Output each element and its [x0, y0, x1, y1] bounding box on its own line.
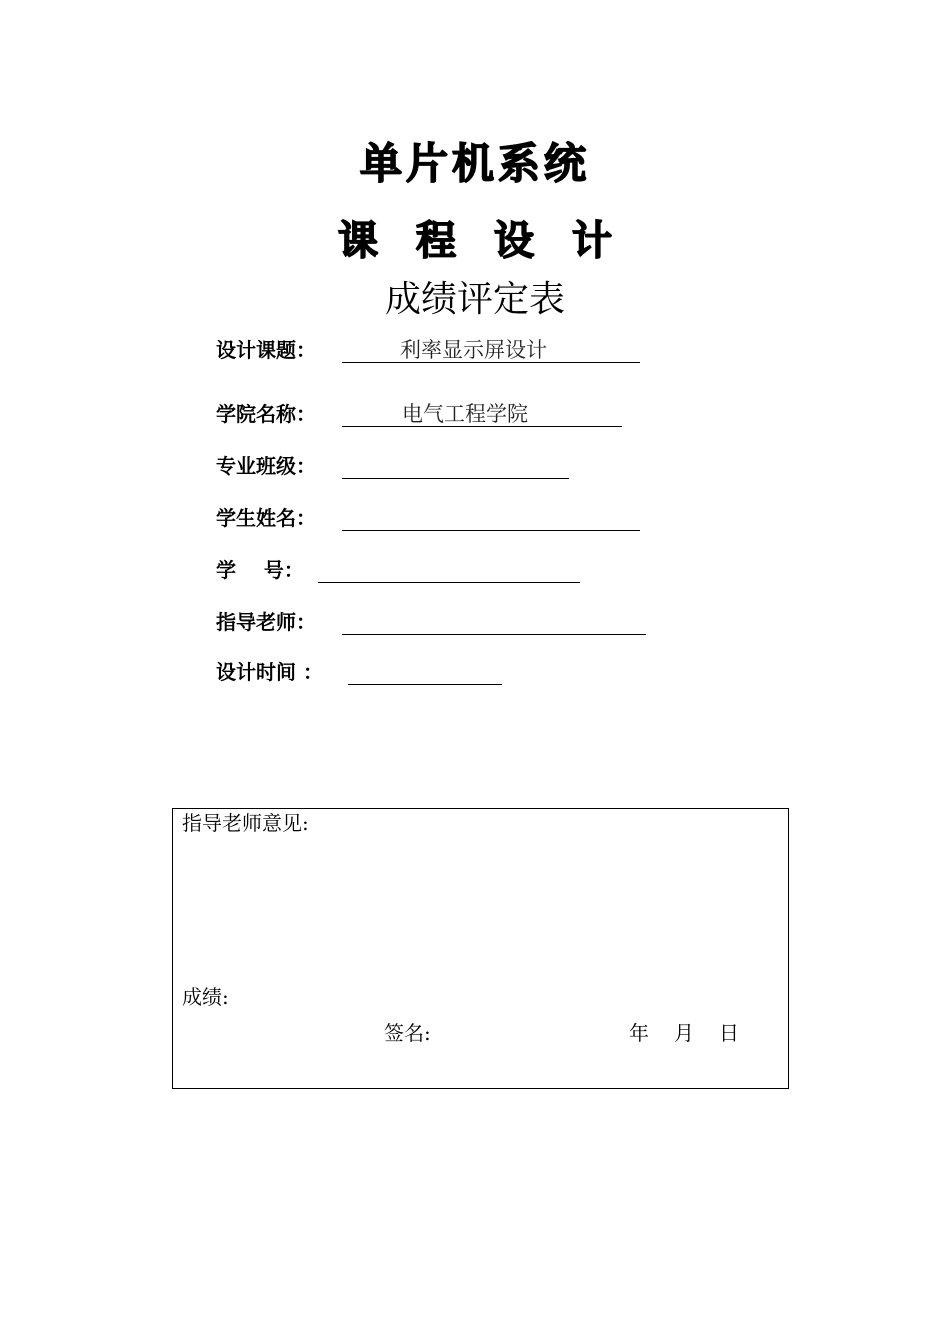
main-title: 单片机系统 — [359, 139, 590, 188]
design-time-label: 设计时间 ： — [216, 660, 323, 684]
advisor-review-box — [172, 808, 789, 1089]
advisor-field[interactable] — [342, 608, 646, 635]
advisor-opinion-label: 指导老师意见: — [182, 811, 309, 835]
grade-label: 成绩: — [182, 985, 229, 1009]
month-label: 月 — [674, 1021, 694, 1045]
advisor-label: 指导老师： — [216, 610, 316, 634]
year-label: 年 — [629, 1021, 649, 1045]
college-field[interactable] — [342, 400, 622, 427]
major-class-field[interactable] — [342, 452, 569, 479]
topic-field[interactable] — [342, 336, 640, 363]
college-value: 电气工程学院 — [402, 402, 528, 426]
topic-value: 利率显示屏设计 — [400, 338, 547, 362]
student-id-field[interactable] — [318, 556, 580, 583]
advisor-opinion-area[interactable] — [182, 841, 778, 981]
design-time-field[interactable] — [348, 658, 502, 685]
student-id-label: 学 号： — [216, 558, 304, 582]
course-design-title: 课程设计 — [338, 218, 650, 264]
student-name-field[interactable] — [342, 504, 640, 531]
form-title: 成绩评定表 — [384, 279, 565, 320]
topic-label: 设计课题： — [216, 338, 316, 362]
signature-label: 签名: — [384, 1021, 431, 1045]
major-class-label: 专业班级： — [216, 454, 316, 478]
student-name-label: 学生姓名： — [216, 506, 316, 530]
day-label: 日 — [719, 1021, 739, 1045]
college-label: 学院名称： — [216, 402, 316, 426]
